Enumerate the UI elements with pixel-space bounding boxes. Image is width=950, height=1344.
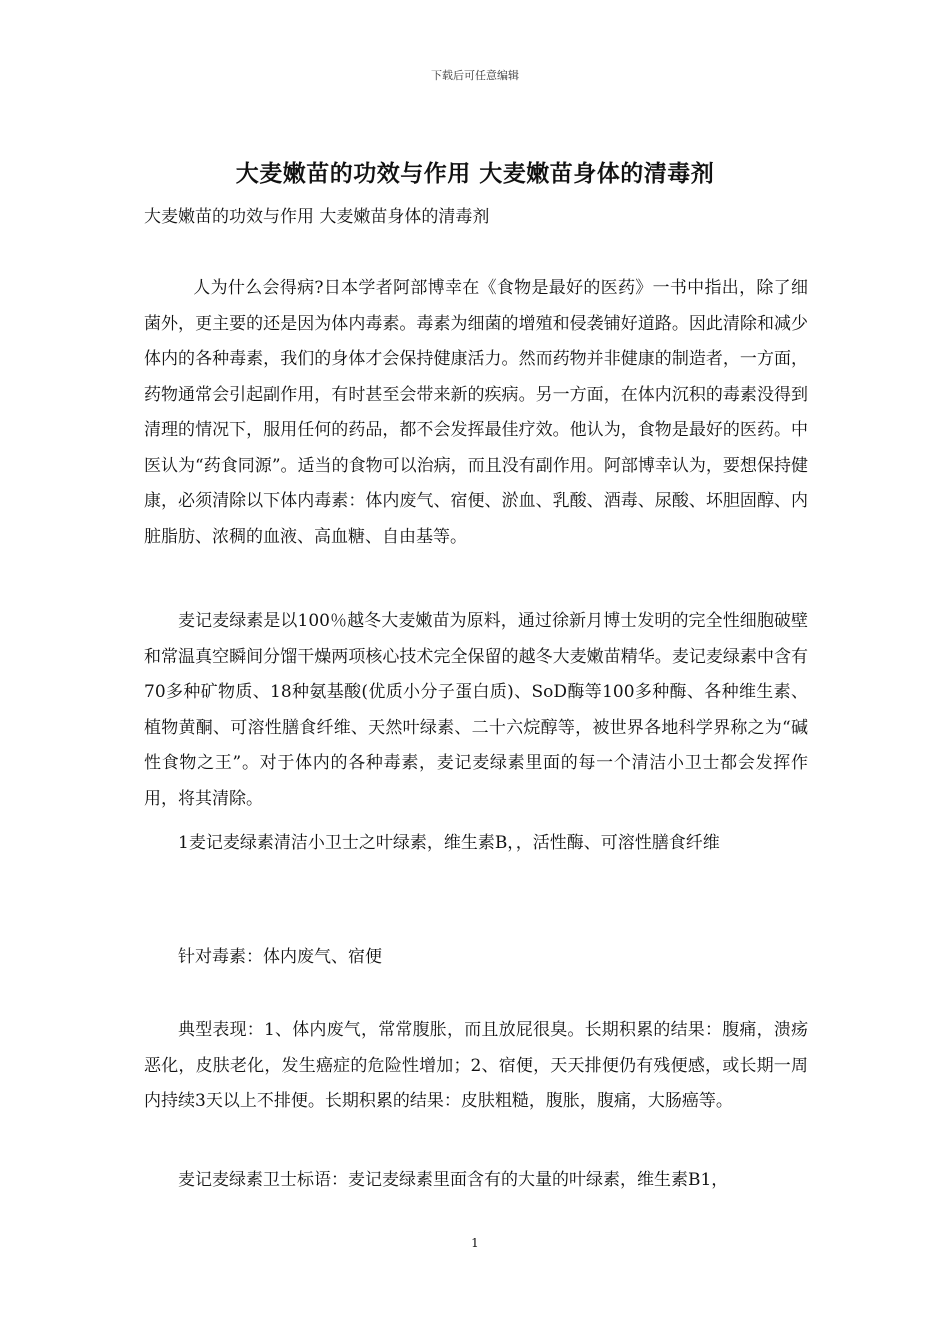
paragraph-slogan: 麦记麦绿素卫士标语：麦记麦绿素里面含有的大量的叶绿素，维生素B1， xyxy=(178,1170,729,1190)
paragraph-product: 麦记麦绿素是以100％越冬大麦嫩苗为原料，通过徐新月博士发明的完全性细胞破壁和常温真空瞬间分馏干燥两项核心技术完全保留的越冬大麦嫩苗精华。麦记麦绿素中含有70多种矿物质、18种氨基酸(优质小分子蛋白质)、SoD酶等100多种酶、各种维生素、植物黄酮、可溶性膳食纤维、天然叶绿素、二十六烷醇等，被世界各地科学界称之为“碱性食物之王”。对于体内的各种毒素，麦记麦绿素里面的每一个清洁小卫士都会发挥作用，将其清除。 xyxy=(144,611,808,809)
paragraph-section-1-heading: 1麦记麦绿素清洁小卫士之叶绿素，维生素B，，活性酶、可溶性膳食纤维 xyxy=(178,833,720,853)
page-number: 1 xyxy=(471,1236,479,1250)
header-note: 下载后可任意编辑 xyxy=(431,69,519,82)
document-title: 大麦嫩苗的功效与作用 大麦嫩苗身体的清毒剂 xyxy=(235,160,715,187)
document-subtitle: 大麦嫩苗的功效与作用 大麦嫩苗身体的清毒剂 xyxy=(144,207,490,227)
paragraph-intro: 人为什么会得病?日本学者阿部博幸在《食物是最好的医药》一书中指出，除了细菌外，更主要的还是因为体内毒素。毒素为细菌的增殖和侵袭铺好道路。因此清除和减少体内的各种毒素，我们的身体才会保持健康活力。然而药物并非健康的制造者，一方面，药物通常会引起副作用，有时甚至会带来新的疾病。另一方面，在体内沉积的毒素没得到清理的情况下，服用任何的药品，都不会发挥最佳疗效。他认为，食物是最好的医药。中医认为“药食同源”。适当的食物可以治病，而且没有副作用。阿部博幸认为，要想保持健康，必须清除以下体内毒素：体内废气、宿便、淤血、乳酸、酒毒、尿酸、坏胆固醇、内脏脂肪、浓稠的血液、高血糖、自由基等。 xyxy=(144,278,808,547)
paragraph-target-toxins: 针对毒素：体内废气、宿便 xyxy=(178,947,382,967)
paragraph-symptoms: 典型表现：1、体内废气，常常腹胀，而且放屁很臭。长期积累的结果：腹痛，溃疡恶化，皮肤老化，发生癌症的危险性增加；2、宿便，天天排便仍有残便感，或长期一周内持续3天以上不排便。长期积累的结果：皮肤粗糙，腹胀，腹痛，大肠癌等。 xyxy=(144,1020,808,1111)
